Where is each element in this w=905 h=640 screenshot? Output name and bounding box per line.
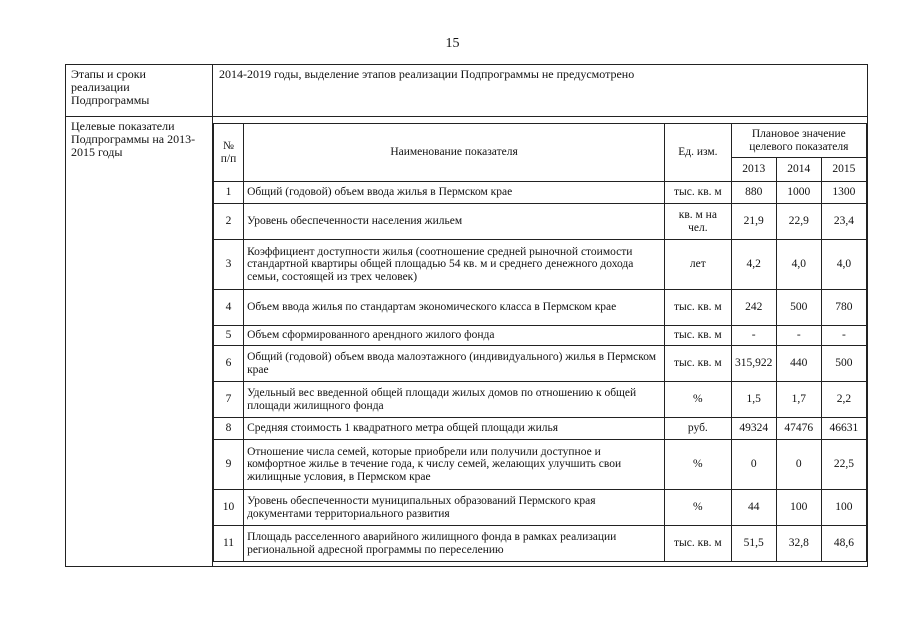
- stages-row: [66, 65, 868, 117]
- indicators-row: [66, 117, 868, 567]
- table-row: [214, 490, 867, 526]
- value-2014: 100: [776, 490, 821, 526]
- unit: тыс. кв. м: [665, 182, 732, 204]
- value-2013: 44: [731, 490, 776, 526]
- value-2013: 49324: [731, 418, 776, 440]
- indicator-name: Площадь расселенного аварийного жилищного фонда в рамках реализации региональной адресной программы по переселению: [244, 526, 665, 562]
- indicator-name: Отношение числа семей, которые приобрели или получили доступное и комфортное жилье в течение года, к числу семей, желающих улучшить свои жилищные условия, в Пермском крае: [244, 440, 665, 490]
- value-2013: -: [731, 326, 776, 346]
- value-2014: 1000: [776, 182, 821, 204]
- row-number: 6: [214, 346, 244, 382]
- value-2014: 440: [776, 346, 821, 382]
- table-row: [214, 382, 867, 418]
- indicator-name: Средняя стоимость 1 квадратного метра общей площади жилья: [244, 418, 665, 440]
- value-2015: 22,5: [821, 440, 866, 490]
- value-2014: -: [776, 326, 821, 346]
- value-2014: 500: [776, 290, 821, 326]
- unit: тыс. кв. м: [665, 526, 732, 562]
- stages-text-cell: [213, 65, 868, 117]
- stages-label: Этапы и сроки реализации Подпрограммы: [66, 65, 213, 117]
- value-2013: 315,922: [731, 346, 776, 382]
- header-year-2015: 2015: [821, 158, 866, 182]
- table-row: [214, 418, 867, 440]
- table-row: [214, 440, 867, 490]
- unit: кв. м на чел.: [665, 204, 732, 240]
- indicator-name: Общий (годовой) объем ввода жилья в Пермском крае: [244, 182, 665, 204]
- table-row: [214, 346, 867, 382]
- row-number: 5: [214, 326, 244, 346]
- row-number: 2: [214, 204, 244, 240]
- row-number: 7: [214, 382, 244, 418]
- value-2014: 47476: [776, 418, 821, 440]
- header-name: Наименование показателя: [244, 124, 665, 182]
- indicators-label: Целевые показатели Подпрограммы на 2013-2015 годы: [66, 117, 213, 567]
- indicator-name: Объем сформированного арендного жилого фонда: [244, 326, 665, 346]
- unit: тыс. кв. м: [665, 326, 732, 346]
- table-row: [214, 526, 867, 562]
- value-2013: 880: [731, 182, 776, 204]
- value-2013: 242: [731, 290, 776, 326]
- indicator-name: Объем ввода жилья по стандартам экономического класса в Пермском крае: [244, 290, 665, 326]
- value-2014: 32,8: [776, 526, 821, 562]
- row-number: 10: [214, 490, 244, 526]
- unit: тыс. кв. м: [665, 346, 732, 382]
- header-planned: Плановое значение целевого показателя: [731, 124, 866, 158]
- unit: тыс. кв. м: [665, 290, 732, 326]
- value-2014: 4,0: [776, 240, 821, 290]
- value-2014: 22,9: [776, 204, 821, 240]
- indicators-cell: [213, 117, 868, 567]
- unit: %: [665, 440, 732, 490]
- indicator-name: Уровень обеспеченности населения жильем: [244, 204, 665, 240]
- page-number: 15: [445, 36, 460, 51]
- value-2015: 23,4: [821, 204, 866, 240]
- row-number: 4: [214, 290, 244, 326]
- value-2015: 4,0: [821, 240, 866, 290]
- row-number: 11: [214, 526, 244, 562]
- value-2015: 1300: [821, 182, 866, 204]
- row-number: 3: [214, 240, 244, 290]
- indicator-name: Общий (годовой) объем ввода малоэтажного (индивидуального) жилья в Пермском крае: [244, 346, 665, 382]
- indicators-table: [213, 123, 867, 562]
- indicator-name: Коэффициент доступности жилья (соотношение средней рыночной стоимости стандартной квартиры общей площадью 54 кв. м и среднего денежного дохода семьи, состоящей из трех человек): [244, 240, 665, 290]
- header-row: [214, 124, 867, 158]
- table-row: [214, 240, 867, 290]
- value-2014: 1,7: [776, 382, 821, 418]
- value-2013: 4,2: [731, 240, 776, 290]
- unit: лет: [665, 240, 732, 290]
- unit: руб.: [665, 418, 732, 440]
- value-2015: 48,6: [821, 526, 866, 562]
- value-2015: 780: [821, 290, 866, 326]
- unit: %: [665, 490, 732, 526]
- value-2015: -: [821, 326, 866, 346]
- header-no: № п/п: [214, 124, 244, 182]
- subprogram-passport-table: [65, 64, 868, 567]
- value-2014: 0: [776, 440, 821, 490]
- table-row: [214, 204, 867, 240]
- value-2013: 0: [731, 440, 776, 490]
- row-number: 9: [214, 440, 244, 490]
- value-2015: 500: [821, 346, 866, 382]
- row-number: 8: [214, 418, 244, 440]
- header-year-2014: 2014: [776, 158, 821, 182]
- value-2013: 21,9: [731, 204, 776, 240]
- indicator-name: Уровень обеспеченности муниципальных образований Пермского края документами территориального развития: [244, 490, 665, 526]
- row-number: 1: [214, 182, 244, 204]
- value-2015: 46631: [821, 418, 866, 440]
- indicator-name: Удельный вес введенной общей площади жилых домов по отношению к общей площади жилищного фонда: [244, 382, 665, 418]
- value-2013: 51,5: [731, 526, 776, 562]
- table-row: [214, 182, 867, 204]
- value-2015: 100: [821, 490, 866, 526]
- value-2015: 2,2: [821, 382, 866, 418]
- stages-text: 2014-2019 годы, выделение этапов реализации Подпрограммы не предусмотрено: [219, 67, 635, 81]
- table-row: [214, 290, 867, 326]
- value-2013: 1,5: [731, 382, 776, 418]
- table-row: [214, 326, 867, 346]
- unit: %: [665, 382, 732, 418]
- header-year-2013: 2013: [731, 158, 776, 182]
- header-unit: Ед. изм.: [665, 124, 732, 182]
